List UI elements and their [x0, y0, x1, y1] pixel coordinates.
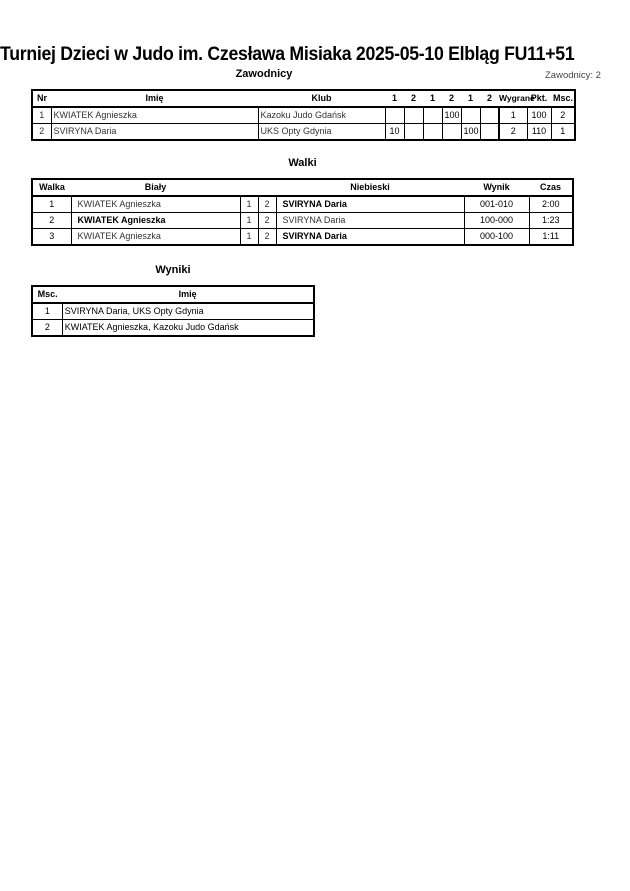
results-header-row — [32, 286, 314, 303]
cell-score: 10 — [385, 124, 404, 141]
cell-wins: 2 — [499, 124, 527, 141]
cell-blue: SVIRYNA Daria — [276, 196, 464, 213]
cell-score: 001-010 — [464, 196, 529, 213]
cell-nr: 2 — [32, 124, 51, 141]
col-round: 1 — [461, 90, 480, 107]
col-place: Msc. — [551, 90, 575, 107]
table-row — [32, 229, 573, 246]
col-club: Klub — [258, 90, 385, 107]
cell-fight: 2 — [32, 213, 71, 229]
cell-fight: 1 — [32, 196, 71, 213]
cell-score: 100-000 — [464, 213, 529, 229]
page-title: Turniej Dzieci w Judo im. Czesława Misiaka 2025-05-10 Elbląg FU11+51 — [0, 44, 575, 65]
col-round: 2 — [480, 90, 499, 107]
col-wins: Wygrane — [499, 90, 527, 107]
cell-score — [480, 107, 499, 124]
competitors-header-row — [32, 90, 575, 107]
col-spacer — [258, 179, 276, 196]
competitors-count: Zawodnicy: 2 — [545, 70, 601, 81]
cell-place: 1 — [551, 124, 575, 141]
col-place: Msc. — [32, 286, 62, 303]
cell-white-num: 1 — [240, 213, 258, 229]
fights-header-row — [32, 179, 573, 196]
col-round: 2 — [442, 90, 461, 107]
col-time: Czas — [529, 179, 573, 196]
cell-score: 100 — [461, 124, 480, 141]
cell-blue: SVIRYNA Daria — [276, 229, 464, 246]
col-points: Pkt. — [527, 90, 551, 107]
col-name: Imię — [51, 90, 258, 107]
cell-time: 1:23 — [529, 213, 573, 229]
cell-score: 100 — [442, 107, 461, 124]
cell-blue-num: 2 — [258, 229, 276, 246]
col-name: Imię — [62, 286, 314, 303]
col-round: 1 — [385, 90, 404, 107]
col-nr: Nr — [32, 90, 51, 107]
cell-name: KWIATEK Agnieszka, Kazoku Judo Gdańsk — [62, 320, 314, 337]
cell-white: KWIATEK Agnieszka — [71, 213, 240, 229]
cell-time: 1:11 — [529, 229, 573, 246]
cell-score — [423, 124, 442, 141]
table-row — [32, 320, 314, 337]
competitors-heading: Zawodnicy — [235, 68, 293, 80]
cell-white-num: 1 — [240, 196, 258, 213]
col-blue: Niebieski — [276, 179, 464, 196]
col-fight: Walka — [32, 179, 71, 196]
cell-score: 000-100 — [464, 229, 529, 246]
results-heading: Wyniki — [155, 264, 191, 276]
cell-white-num: 1 — [240, 229, 258, 246]
cell-name: SVIRYNA Daria, UKS Opty Gdynia — [62, 303, 314, 320]
cell-score — [480, 124, 499, 141]
cell-score — [423, 107, 442, 124]
cell-score — [461, 107, 480, 124]
col-white: Biały — [71, 179, 240, 196]
table-row — [32, 303, 314, 320]
cell-place: 2 — [551, 107, 575, 124]
cell-white: KWIATEK Agnieszka — [71, 229, 240, 246]
cell-blue-num: 2 — [258, 196, 276, 213]
cell-blue: SVIRYNA Daria — [276, 213, 464, 229]
col-score: Wynik — [464, 179, 529, 196]
cell-score — [404, 124, 423, 141]
col-round: 2 — [404, 90, 423, 107]
results-table — [31, 285, 315, 337]
cell-blue-num: 2 — [258, 213, 276, 229]
col-round: 1 — [423, 90, 442, 107]
table-row — [32, 196, 573, 213]
cell-time: 2:00 — [529, 196, 573, 213]
cell-score — [404, 107, 423, 124]
table-row — [32, 213, 573, 229]
table-row — [32, 107, 575, 124]
cell-club: Kazoku Judo Gdańsk — [258, 107, 385, 124]
fights-table — [31, 178, 574, 246]
cell-wins: 1 — [499, 107, 527, 124]
cell-score — [442, 124, 461, 141]
cell-fight: 3 — [32, 229, 71, 246]
cell-name: SVIRYNA Daria — [51, 124, 258, 141]
cell-score — [385, 107, 404, 124]
table-row — [32, 124, 575, 141]
cell-white: KWIATEK Agnieszka — [71, 196, 240, 213]
competitors-table — [31, 89, 576, 141]
cell-name: KWIATEK Agnieszka — [51, 107, 258, 124]
cell-nr: 1 — [32, 107, 51, 124]
cell-club: UKS Opty Gdynia — [258, 124, 385, 141]
fights-heading: Walki — [288, 157, 317, 169]
cell-points: 110 — [527, 124, 551, 141]
cell-place: 2 — [32, 320, 62, 337]
cell-place: 1 — [32, 303, 62, 320]
cell-points: 100 — [527, 107, 551, 124]
col-spacer — [240, 179, 258, 196]
